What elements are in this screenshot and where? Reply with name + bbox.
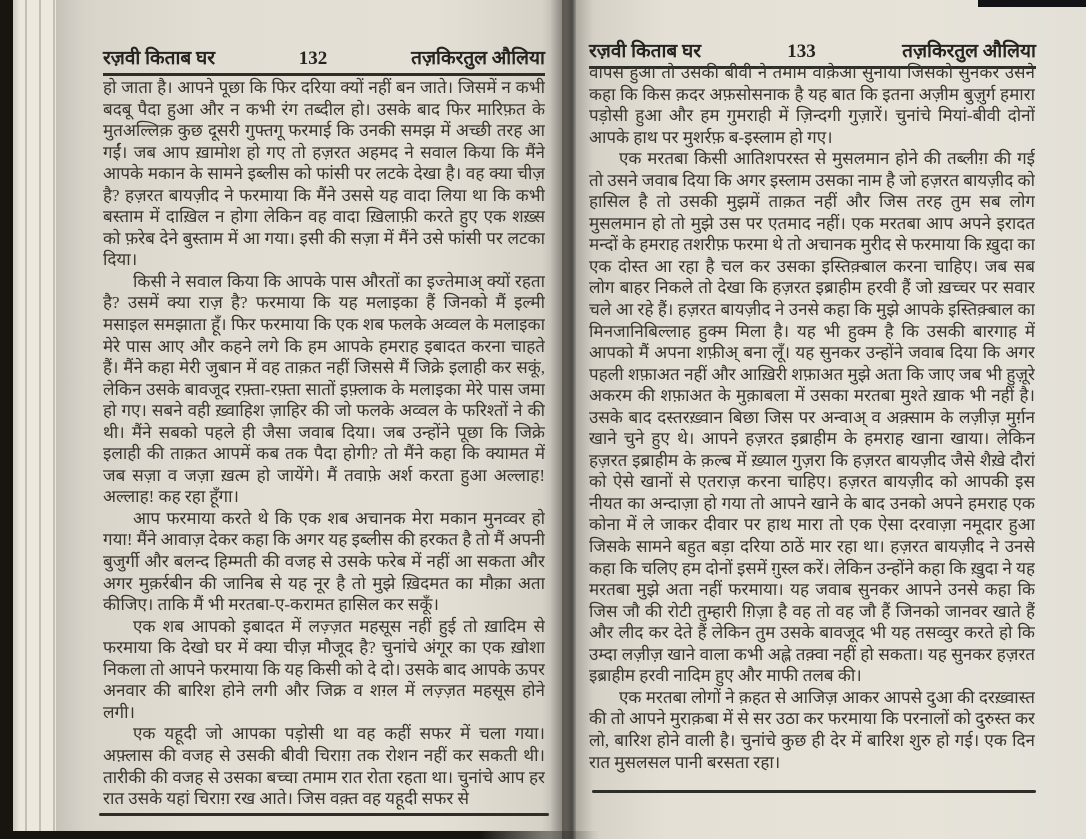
paragraph: एक मरतबा किसी आतिशपरस्त से मुसलमान होने की तब्लीग़ की गई तो उसने जवाब दिया कि अगर इस्लाम उसका नाम है जो हज़रत बायज़ीद को हासिल है तो उसकी मुझमें ताक़त नहीं और जिस तरह तुम सब लोग मुसलमान हो तो मुझे उस पर एतमाद नहीं। एक मरतबा आप अपने इरादत मन्दों के हमराह तशरीफ़ फरमा थे तो अचानक मुरीद से फरमाया कि ख़ुदा का एक दोस्त आ रहा है चल कर उसका इस्तिक़्बाल करना चाहिए। जब सब लोग बाहर निकले तो देखा कि हज़रत इब्राहीम हरवी हैं जो ख़च्चर पर सवार चले आ रहे हैं। हज़रत बायज़ीद ने उनसे कहा कि मुझे आपके इस्तिक़्बाल का मिनजानिबिल्लाह हुक्म मिला है। यह भी हुक्म है कि उसकी बारगाह में आपको मैं अपना शफ़ीअ् बना लूँ। यह सुनकर उन्होंने जवाब दिया कि अगर पहली शफ़ाअत नहीं और आख़िरी शफ़ाअत मुझे अता कि जाए जब भी हुज़ूरे अकरम की शफ़ाअत के मुक़ाबला में उसका मरतबा मुश्ते ख़ाक भी नहीं है। उसके बाद दस्तरख़्वान बिछा जिस पर अन्वाअ् व अक़्साम के लज़ीज़ मुर्ग़न खाने चुने हुए थे। आपने हज़रत इब्राहीम के हमराह खाना खाया। लेकिन हज़रत इब्राहीम के क़ल्ब में ख़्याल गुज़रा कि हज़रत बायज़ीद जैसे शैख़े दौरां को ऐसे खानों से एतराज़ करना चाहिए। हज़रत बायज़ीद को आपकी इस नीयत का अन्दाज़ा हो गया तो आपने खाने के बाद उनको अपने हमराह एक कोना में ले जाकर दीवार पर हाथ मारा तो एक ऐसा दरवाज़ा नमूदार हुआ जिसके सामने बहुत बड़ा दरिया ठाठें मार रहा था। हज़रत बायज़ीद ने उनसे कहा कि चलिए हम दोनों इसमें ग़ुस्ल करें। लेकिन उन्होंने कहा कि ख़ुदा ने यह मरतबा मुझे अता नहीं फरमाया। यह जवाब सुनकर आपने उनसे कहा कि जिस जौ की रोटी तुम्हारी ग़िज़ा है वह तो वह जौ हैं जिनको जानवर खाते हैं और लीद कर देते हैं लेकिन तुम उसके बावजूद भी यह तसव्वुर करते हो कि उम्दा लज़ीज़ खाने वाला कभी अह्ले तक़्वा नहीं हो सकता। यह सुनकर हज़रत इब्राहीम हरवी नादिम हुए और माफी तलब की। (589, 149, 1035, 686)
gutter-shadow (550, 0, 576, 839)
paragraph: एक शब आपको इबादत में लज़्ज़त महसूस नहीं हुई तो ख़ादिम से फरमाया कि देखो घर में क्या चीज़ मौजूद है? चुनांचे अंगूर का एक ख़ोशा निकला तो आपने फरमाया कि यह किसी को दे दो। उसके बाद आपके ऊपर अनवार की बारिश होने लगी और जिक्र व शग़्ल में लज़्ज़त महसूस होने लगी। (103, 616, 545, 722)
left-page-body (103, 77, 545, 814)
right-page-bottom-rule (592, 790, 1036, 793)
book-edge-top-right (978, 0, 1086, 7)
paragraph: एक मरतबा लोगों ने क़हत से आजिज़ आकर आपसे दुआ की दरख़्वास्त की तो आपने मुराक़बा में से सर उठा कर फरमाया कि परनालों को दुरुस्त कर लो, बारिश होने वाली है। चुनांचे कुछ ही देर में बारिश शुरु हो गई। एक दिन रात मुसलसल पानी बरसता रहा। (589, 687, 1035, 772)
publisher-name: रज़वी किताब घर (589, 41, 701, 62)
page-number: 133 (787, 41, 816, 62)
book-title: तज़किरतुल औलिया (902, 41, 1036, 62)
book-edge-bottom (0, 831, 600, 839)
paragraph: एक यहूदी जो आपका पड़ोसी था वह कहीं सफर में चला गया। अफ़्लास की वजह से उसकी बीवी चिराग़ तक रोशन नहीं कर सकती थी। तारीकी की वजह से उसका बच्चा तमाम रात रोता रहता था। चुनांचे आप हर रात उसके यहां चिराग़ रख आते। जिस वक़्त वह यहूदी सफर से (103, 724, 545, 809)
book-title: तज़किरतुल औलिया (411, 48, 545, 69)
left-page-header (103, 44, 545, 76)
paragraph: किसी ने सवाल किया कि आपके पास औरतों का इज्तेमाअ् क्यों रहता है? उसमें क्या राज़ है? फरमाया कि यह मलाइका हैं जिनको मैं इल्मी मसाइल समझाता हूँ। फिर फरमाया कि एक शब फलके अव्वल के मलाइका मेरे पास आए और कहने लगे कि हम आपके हमराह इबादत करना चाहते हैं। मैंने कहा मेरी जुबान में वह ताक़त नहीं जिससे मैं जिक्रे इलाही कर सकूं, लेकिन उसके बावजूद रफ़्ता-रफ़्ता सातों इफ़्लाक के मलाइका मेरे पास जमा हो गए। सबने वही ख़्वाहिश ज़ाहिर की जो फलके अव्वल के फरिश्तों ने की थी। मैंने सबको पहले ही जैसा जवाब दिया। जब उन्होंने पूछा कि जिक्रे इलाही की ताक़त आपमें कब तक पैदा होगी? तो मैंने कहा कि क्यामत में जब सज़ा व जज़ा ख़त्म हो जायेंगे। मैं तवाफ़े अर्श करता हुआ अल्लाह! अल्लाह! कह रहा हूँगा। (103, 271, 545, 507)
page-number: 132 (298, 48, 328, 69)
paragraph: आप फरमाया करते थे कि एक शब अचानक मेरा मकान मुनव्वर हो गया! मैंने आवाज़ देकर कहा कि अगर यह इब्लीस की हरकत है तो मैं अपनी बुजुर्गी और बलन्द हिम्मती की वजह से उसके फरेब में नहीं आ सकता और अगर मुक़र्रबीन की जानिब से यह नूर है तो मुझे ख़िदमत का मौक़ा अता कीजिए। ताकि मैं भी मरतबा-ए-करामत हासिल कर सकूँ। (103, 508, 545, 615)
right-page-body (589, 62, 1035, 791)
book-edge-left (0, 0, 13, 839)
publisher-name: रज़वी किताब घर (103, 48, 215, 69)
paragraph: हो जाता है। आपने पूछा कि फिर दरिया क्यों नहीं बन जाते। जिसमें न कभी बदबू पैदा हुआ और न कभी रंग तब्दील हो। उसके बाद फिर मारिफ़त के मुतअल्लिक़ कुछ दूसरी गुफ्तगू फरमाई कि उनकी समझ में अच्छी तरह आ गईं। जब आप ख़ामोश हो गए तो हज़रत अहमद ने सवाल किया कि मैंने आपके मकान के सामने इब्लीस को फांसी पर लटके देखा है। वह क्या चीज़ है? हज़रत बायज़ीद ने फरमाया कि मैंने उससे यह वादा लिया था कि कभी बस्ताम में दाख़िल न होगा लेकिन वह वादा ख़िलाफ़ी करते हुए एक शख़्स को फ़रेब देने बुस्ताम में आ गया। इसी की सज़ा में मैंने उसे फांसी पर लटका दिया। (103, 78, 545, 270)
left-page-bottom-rule (99, 813, 549, 816)
paragraph: वापस हुआ तो उसकी बीवी ने तमाम वाक़ेआ सुनाया जिसको सुनकर उसने कहा कि किस क़दर अफ़सोसनाक है यह बात कि इतना अज़ीम बुज़ुर्ग हमारा पड़ोसी हुआ और हम गुमराही में ज़िन्दगी गुज़ारें। चुनांचे मियां-बीवी दोनों आपके हाथ पर मुशर्रफ़ ब-इस्लाम हो गए। (589, 63, 1035, 147)
